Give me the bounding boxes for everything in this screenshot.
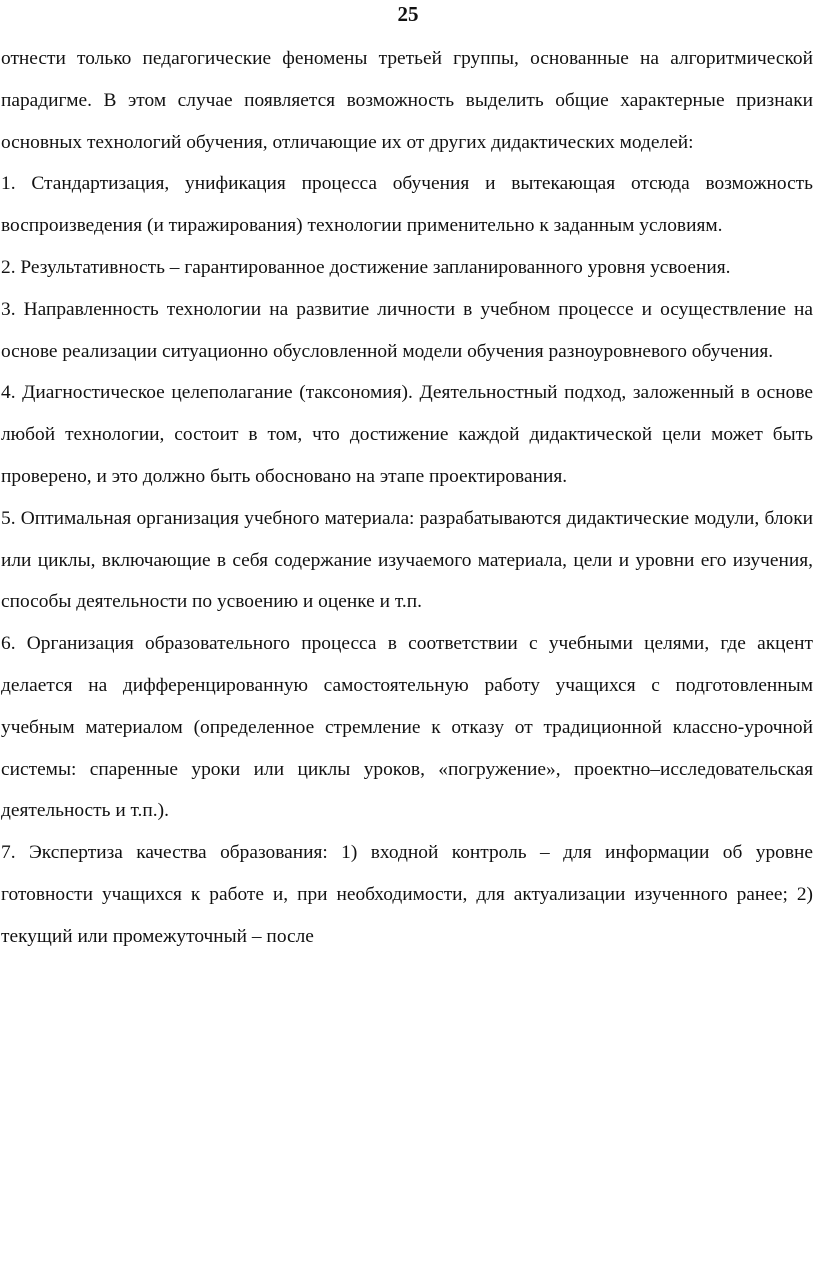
list-item-3-personality-development: 3. Направленность технологии на развитие личности в учебном процессе и осуществление на основе реализации ситуационно обусловленной модели обучения разноуровневого обучения. xyxy=(1,298,813,362)
list-item-4-diagnostic-goal-setting: 4. Диагностическое целеполагание (таксономия). Деятельностный подход, заложенный в основе любой технологии, состоит в том, что достижение каждой дидактической цели может быть проверено, и это должно быть обосновано на этапе проектирования. xyxy=(1,382,813,487)
list-item-2-effectiveness: 2. Результативность – гарантированное достижение запланированного уровня усвоения. xyxy=(1,256,731,278)
paragraph-intro: отнести только педагогические феномены третьей группы, основанные на алгоритмической парадигме. В этом случае появляется возможность выделить общие характерные признаки основных технологий обучения, отличающие их от других дидактических моделей: xyxy=(1,48,813,153)
list-item-1-standardization: 1. Стандартизация, унификация процесса обучения и вытекающая отсюда возможность воспроизведения (и тиражирования) технологии применительно к заданным условиям. xyxy=(1,173,813,237)
page-body-text xyxy=(1,38,813,958)
list-item-5-material-organization: 5. Оптимальная организация учебного материала: разрабатываются дидактические модули, блоки или циклы, включающие в себя содержание изучаемого материала, цели и уровни его изучения, способы деятельности по усвоению и оценке и т.п. xyxy=(1,507,813,613)
page-number: 25 xyxy=(397,2,419,26)
list-item-6-process-organization: 6. Организация образовательного процесса в соответствии с учебными целями, где акцент делается на дифференцированную самостоятельную работу учащихся с подготовленным учебным материалом (определенное стремление к отказу от традиционной классно-урочной системы: спаренные уроки или циклы уроков, «погружение», проектно–исследовательская деятельность и т.п.). xyxy=(1,633,813,822)
list-item-7-quality-expertise: 7. Экспертиза качества образования: 1) входной контроль – для информации об уровне готовности учащихся к работе и, при необходимости, для актуализации изученного ранее; 2) текущий или промежуточный – после xyxy=(1,842,813,947)
